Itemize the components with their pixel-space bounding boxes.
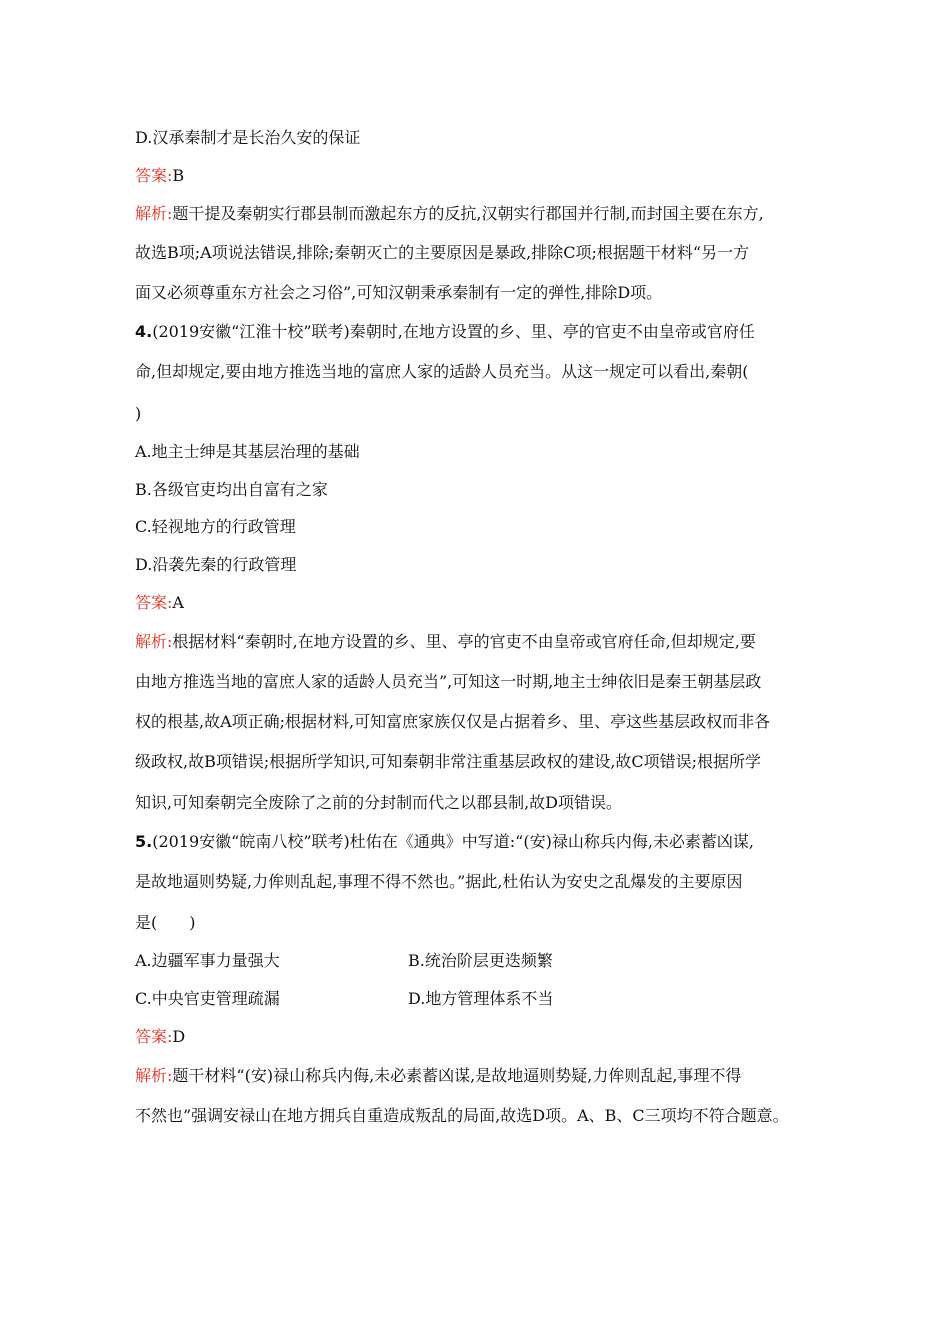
q3-analysis-text-1: 题干提及秦朝实行郡县制而激起东方的反抗,汉朝实行郡国并行制,而封国主要在东方, <box>172 204 764 223</box>
q5-analysis-line-1 <box>135 1066 741 1086</box>
q3-analysis-line-2: 故选B项;A项说法错误,排除;秦朝灭亡的主要原因是暴政,排除C项;根据题干材料“另一方 <box>135 243 750 262</box>
q3-analysis-line-3: 面又必须尊重东方社会之习俗”,可知汉朝秉承秦制有一定的弹性,排除D项。 <box>135 283 663 302</box>
q3-analysis-line-1 <box>135 204 764 224</box>
q4-answer-value: A <box>172 593 184 612</box>
q3-option-d: D.汉承秦制才是长治久安的保证 <box>135 128 361 147</box>
q5-option-d: D.地方管理体系不当 <box>408 989 554 1008</box>
q4-option-a: A.地主士绅是其基层治理的基础 <box>135 442 360 461</box>
q4-answer-label: 答案: <box>135 593 173 612</box>
q4-analysis-line-5: 知识,可知秦朝完全废除了之前的分封制而代之以郡县制,故D项错误。 <box>135 793 623 812</box>
q4-stem-text-1: (2019安徽“江淮十校”联考)秦朝时,在地方设置的乡、里、亭的官吏不由皇帝或官府任 <box>152 322 755 341</box>
q4-analysis-label: 解析: <box>135 632 173 651</box>
q5-analysis-line-2: 不然也”强调安禄山在地方拥兵自重造成叛乱的局面,故选D项。A、B、C三项均不符合题意。 <box>135 1106 789 1125</box>
q5-analysis-label: 解析: <box>135 1066 173 1085</box>
q5-number: 5. <box>135 832 153 851</box>
q5-answer-label: 答案: <box>135 1027 173 1046</box>
q3-answer-label: 答案: <box>135 166 173 185</box>
q4-analysis-line-1 <box>135 632 756 652</box>
q4-answer <box>135 593 184 613</box>
q4-number: 4. <box>135 322 153 341</box>
q4-analysis-text-1: 根据材料“秦朝时,在地方设置的乡、里、亭的官吏不由皇帝或官府任命,但却规定,要 <box>172 632 756 651</box>
q5-stem-line-1 <box>135 832 754 852</box>
q5-answer-value: D <box>172 1027 186 1046</box>
q4-analysis-line-2: 由地方推选当地的富庶人家的适龄人员充当”,可知这一时期,地主士绅依旧是秦王朝基层政 <box>135 672 762 691</box>
q3-answer-value: B <box>172 166 185 185</box>
q5-analysis-text-1: 题干材料“(安)禄山称兵内侮,未必素蓄凶谋,是故地逼则势疑,力侔则乱起,事理不得 <box>172 1066 742 1085</box>
q4-option-d: D.沿袭先秦的行政管理 <box>135 555 297 574</box>
q4-stem-line-3: ) <box>135 404 142 423</box>
q4-stem-line-1 <box>135 322 755 342</box>
q3-answer <box>135 166 184 186</box>
q5-option-b: B.统治阶层更迭频繁 <box>408 951 553 970</box>
q4-option-b: B.各级官吏均出自富有之家 <box>135 480 328 499</box>
q5-option-c: C.中央官吏管理疏漏 <box>135 989 280 1008</box>
q5-answer <box>135 1027 185 1047</box>
q3-analysis-label: 解析: <box>135 204 173 223</box>
q5-stem-line-3: 是( ) <box>135 913 196 932</box>
q4-option-c: C.轻视地方的行政管理 <box>135 517 296 536</box>
q4-stem-line-2: 命,但却规定,要由地方推选当地的富庶人家的适龄人员充当。从这一规定可以看出,秦朝( <box>135 362 749 381</box>
q4-analysis-line-3: 权的根基,故A项正确;根据材料,可知富庶家族仅仅是占据着乡、里、亭这些基层政权而非各 <box>135 712 771 731</box>
q5-option-a: A.边疆军事力量强大 <box>135 951 280 970</box>
q5-stem-line-2: 是故地逼则势疑,力侔则乱起,事理不得不然也。”据此,杜佑认为安史之乱爆发的主要原因 <box>135 872 743 891</box>
q5-stem-text-1: (2019安徽“皖南八校”联考)杜佑在《通典》中写道:“(安)禄山称兵内侮,未必素蓄凶谋, <box>152 832 755 851</box>
q4-analysis-line-4: 级政权,故B项错误;根据所学知识,可知秦朝非常注重基层政权的建设,故C项错误;根据所学 <box>135 752 762 771</box>
